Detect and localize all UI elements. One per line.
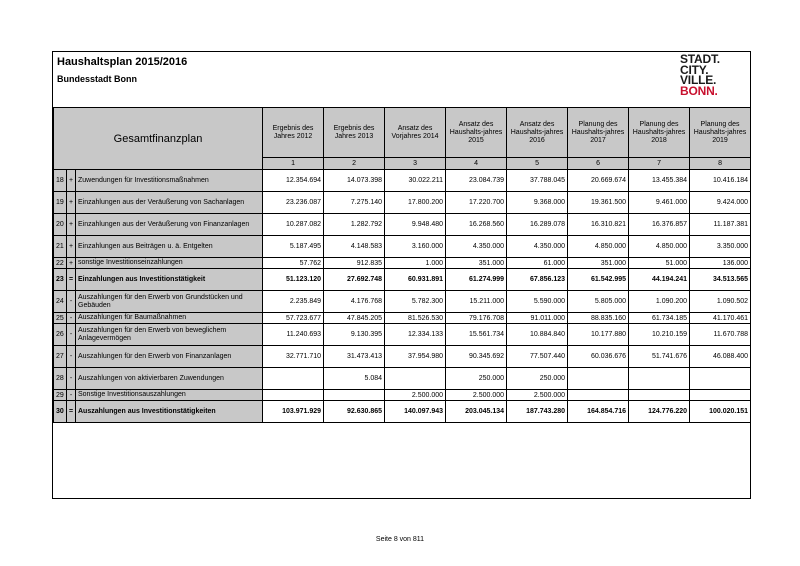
table-row (54, 401, 751, 423)
column-header: Ergebnis des Jahres 2012 (263, 108, 324, 158)
value-cell: 187.743.280 (507, 401, 568, 423)
value-cell: 37.954.980 (385, 346, 446, 368)
row-sign: - (67, 291, 76, 313)
value-cell: 9.130.395 (324, 324, 385, 346)
value-cell: 81.526.530 (385, 313, 446, 324)
column-number: 1 (263, 158, 324, 170)
value-cell: 140.097.943 (385, 401, 446, 423)
value-cell: 30.022.211 (385, 170, 446, 192)
row-label: Auszahlungen für den Erwerb von Grundstücken und Gebäuden (76, 291, 263, 313)
row-label: Zuwendungen für Investitionsmaßnahmen (76, 170, 263, 192)
row-sign: + (67, 170, 76, 192)
value-cell: 4.148.583 (324, 236, 385, 258)
row-number: 22 (54, 258, 67, 269)
document-header (53, 52, 750, 107)
value-cell: 16.310.821 (568, 214, 629, 236)
value-cell: 2.500.000 (446, 390, 507, 401)
row-sign: + (67, 214, 76, 236)
row-label: Auszahlungen für Baumaßnahmen (76, 313, 263, 324)
value-cell: 16.376.857 (629, 214, 690, 236)
column-header: Ansatz des Vorjahres 2014 (385, 108, 446, 158)
value-cell: 10.287.082 (263, 214, 324, 236)
column-number: 2 (324, 158, 385, 170)
value-cell: 203.045.134 (446, 401, 507, 423)
value-cell: 61.734.185 (629, 313, 690, 324)
value-cell: 61.274.999 (446, 269, 507, 291)
value-cell: 79.176.708 (446, 313, 507, 324)
value-cell: 51.123.120 (263, 269, 324, 291)
value-cell: 67.856.123 (507, 269, 568, 291)
value-cell: 60.931.891 (385, 269, 446, 291)
row-sign: - (67, 313, 76, 324)
value-cell: 57.723.677 (263, 313, 324, 324)
value-cell: 4.176.768 (324, 291, 385, 313)
column-number: 8 (690, 158, 751, 170)
value-cell: 61.000 (507, 258, 568, 269)
value-cell: 1.090.502 (690, 291, 751, 313)
value-cell (263, 390, 324, 401)
value-cell (324, 390, 385, 401)
row-number: 30 (54, 401, 67, 423)
table-row (54, 390, 751, 401)
value-cell: 37.788.045 (507, 170, 568, 192)
value-cell: 2.500.000 (385, 390, 446, 401)
value-cell: 10.884.840 (507, 324, 568, 346)
value-cell: 41.170.461 (690, 313, 751, 324)
value-cell: 100.020.151 (690, 401, 751, 423)
column-header: Planung des Haushalts-jahres 2018 (629, 108, 690, 158)
row-number: 28 (54, 368, 67, 390)
value-cell: 351.000 (446, 258, 507, 269)
page-title: Haushaltsplan 2015/2016 (57, 56, 188, 68)
value-cell: 912.835 (324, 258, 385, 269)
value-cell: 51.741.676 (629, 346, 690, 368)
value-cell: 17.220.700 (446, 192, 507, 214)
city-logo (680, 54, 744, 96)
logo-line-2: CITY. (680, 62, 709, 77)
logo-line-3: VILLE. (680, 73, 717, 87)
empty-area (54, 423, 751, 498)
logo-line-4: BONN. (680, 83, 718, 98)
value-cell (263, 368, 324, 390)
value-cell: 1.090.200 (629, 291, 690, 313)
value-cell: 23.084.739 (446, 170, 507, 192)
table-body (54, 170, 751, 423)
value-cell: 34.513.565 (690, 269, 751, 291)
value-cell: 164.854.716 (568, 401, 629, 423)
row-label: Einzahlungen aus der Veräußerung von Sachanlagen (76, 192, 263, 214)
table-row (54, 192, 751, 214)
value-cell: 23.236.087 (263, 192, 324, 214)
row-sign: - (67, 346, 76, 368)
column-header: Ansatz des Haushalts-jahres 2016 (507, 108, 568, 158)
row-number: 19 (54, 192, 67, 214)
column-header: Ansatz des Haushalts-jahres 2015 (446, 108, 507, 158)
value-cell: 60.036.676 (568, 346, 629, 368)
value-cell: 9.368.000 (507, 192, 568, 214)
value-cell: 10.210.159 (629, 324, 690, 346)
value-cell: 11.240.693 (263, 324, 324, 346)
row-label: Auszahlungen für den Erwerb von beweglichem Anlagevermögen (76, 324, 263, 346)
value-cell: 5.782.300 (385, 291, 446, 313)
value-cell: 351.000 (568, 258, 629, 269)
column-number: 6 (568, 158, 629, 170)
value-cell: 16.268.560 (446, 214, 507, 236)
row-label: Einzahlungen aus Beiträgen u. ä. Entgelten (76, 236, 263, 258)
table-row (54, 324, 751, 346)
value-cell: 31.473.413 (324, 346, 385, 368)
value-cell: 15.211.000 (446, 291, 507, 313)
row-number: 18 (54, 170, 67, 192)
empty-filler-row (54, 423, 751, 498)
row-number: 24 (54, 291, 67, 313)
table-row (54, 269, 751, 291)
column-header-row (54, 108, 751, 158)
value-cell (385, 368, 446, 390)
row-label: Einzahlungen aus der Veräußerung von Finanzanlagen (76, 214, 263, 236)
row-sign: + (67, 192, 76, 214)
value-cell (629, 390, 690, 401)
value-cell: 2.235.849 (263, 291, 324, 313)
row-sign: = (67, 269, 76, 291)
value-cell: 10.416.184 (690, 170, 751, 192)
row-label: sonstige Investitionseinzahlungen (76, 258, 263, 269)
value-cell: 4.350.000 (446, 236, 507, 258)
value-cell: 1.282.792 (324, 214, 385, 236)
section-title: Gesamtfinanzplan (54, 108, 263, 170)
value-cell (568, 368, 629, 390)
value-cell (690, 368, 751, 390)
value-cell: 13.455.384 (629, 170, 690, 192)
row-label: Auszahlungen aus Investitionstätigkeiten (76, 401, 263, 423)
value-cell: 7.275.140 (324, 192, 385, 214)
column-header: Ergebnis des Jahres 2013 (324, 108, 385, 158)
row-number: 29 (54, 390, 67, 401)
row-number: 27 (54, 346, 67, 368)
value-cell (568, 390, 629, 401)
value-cell: 17.800.200 (385, 192, 446, 214)
value-cell: 5.187.495 (263, 236, 324, 258)
column-number: 7 (629, 158, 690, 170)
value-cell: 47.845.205 (324, 313, 385, 324)
finance-table (53, 107, 751, 498)
value-cell: 90.345.692 (446, 346, 507, 368)
value-cell: 136.000 (690, 258, 751, 269)
value-cell: 4.850.000 (629, 236, 690, 258)
column-header: Planung des Haushalts-jahres 2019 (690, 108, 751, 158)
value-cell: 9.461.000 (629, 192, 690, 214)
row-number: 21 (54, 236, 67, 258)
row-number: 26 (54, 324, 67, 346)
page-frame (52, 51, 751, 499)
value-cell: 16.289.078 (507, 214, 568, 236)
value-cell: 1.000 (385, 258, 446, 269)
row-label: Auszahlungen von aktivierbaren Zuwendungen (76, 368, 263, 390)
value-cell: 88.835.160 (568, 313, 629, 324)
row-number: 23 (54, 269, 67, 291)
value-cell: 5.084 (324, 368, 385, 390)
value-cell (629, 368, 690, 390)
value-cell: 61.542.995 (568, 269, 629, 291)
value-cell: 44.194.241 (629, 269, 690, 291)
row-number: 20 (54, 214, 67, 236)
value-cell: 77.507.440 (507, 346, 568, 368)
column-header: Planung des Haushalts-jahres 2017 (568, 108, 629, 158)
table-row (54, 313, 751, 324)
value-cell: 51.000 (629, 258, 690, 269)
table-row (54, 368, 751, 390)
value-cell: 9.424.000 (690, 192, 751, 214)
value-cell: 10.177.880 (568, 324, 629, 346)
value-cell: 4.850.000 (568, 236, 629, 258)
row-sign: - (67, 324, 76, 346)
value-cell: 14.073.398 (324, 170, 385, 192)
value-cell: 5.805.000 (568, 291, 629, 313)
table-row (54, 291, 751, 313)
value-cell: 124.776.220 (629, 401, 690, 423)
row-label: Einzahlungen aus Investitionstätigkeit (76, 269, 263, 291)
value-cell: 250.000 (507, 368, 568, 390)
page-number: Seite 8 von 811 (375, 536, 425, 543)
value-cell: 20.669.674 (568, 170, 629, 192)
table-row (54, 236, 751, 258)
table-row (54, 346, 751, 368)
row-label: Auszahlungen für den Erwerb von Finanzanlagen (76, 346, 263, 368)
value-cell: 2.500.000 (507, 390, 568, 401)
value-cell: 32.771.710 (263, 346, 324, 368)
table-row (54, 170, 751, 192)
row-number: 25 (54, 313, 67, 324)
row-sign: + (67, 258, 76, 269)
value-cell (690, 390, 751, 401)
column-number: 4 (446, 158, 507, 170)
value-cell: 46.088.400 (690, 346, 751, 368)
value-cell: 11.670.788 (690, 324, 751, 346)
value-cell: 15.561.734 (446, 324, 507, 346)
value-cell: 57.762 (263, 258, 324, 269)
column-number: 5 (507, 158, 568, 170)
value-cell: 27.692.748 (324, 269, 385, 291)
value-cell: 103.971.929 (263, 401, 324, 423)
value-cell: 250.000 (446, 368, 507, 390)
value-cell: 11.187.381 (690, 214, 751, 236)
value-cell: 12.334.133 (385, 324, 446, 346)
value-cell: 91.011.000 (507, 313, 568, 324)
value-cell: 4.350.000 (507, 236, 568, 258)
table-row (54, 258, 751, 269)
column-number: 3 (385, 158, 446, 170)
value-cell: 3.350.000 (690, 236, 751, 258)
value-cell: 3.160.000 (385, 236, 446, 258)
logo-line-1: STADT. (680, 52, 720, 66)
row-sign: + (67, 236, 76, 258)
value-cell: 5.590.000 (507, 291, 568, 313)
table-row (54, 214, 751, 236)
value-cell: 9.948.480 (385, 214, 446, 236)
row-label: Sonstige Investitionsauszahlungen (76, 390, 263, 401)
value-cell: 19.361.500 (568, 192, 629, 214)
value-cell: 92.630.865 (324, 401, 385, 423)
page-subtitle: Bundesstadt Bonn (57, 74, 137, 84)
row-sign: - (67, 368, 76, 390)
value-cell: 12.354.694 (263, 170, 324, 192)
row-sign: = (67, 401, 76, 423)
row-sign: - (67, 390, 76, 401)
